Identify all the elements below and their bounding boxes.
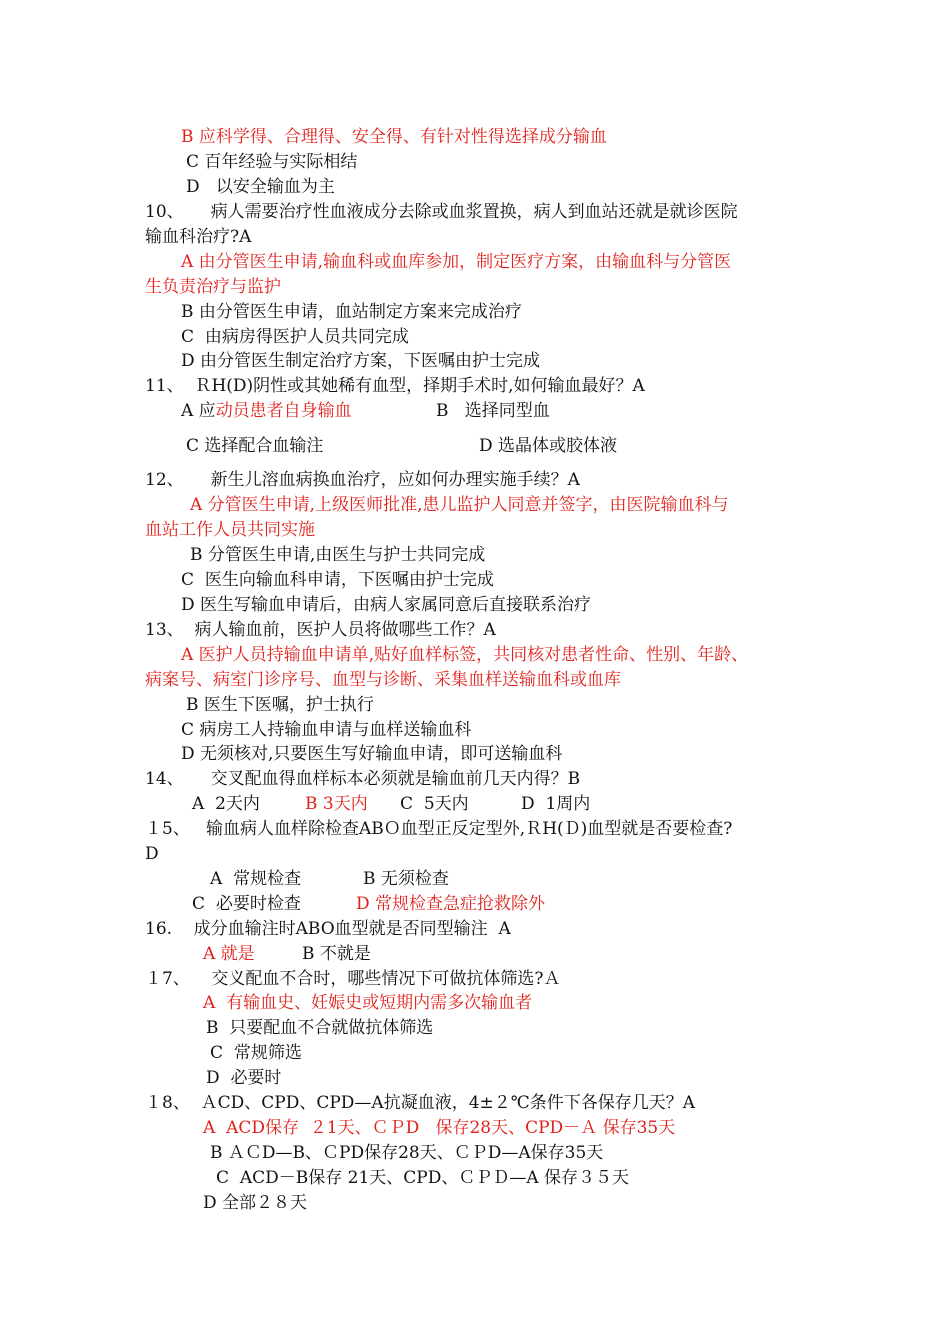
q13-option-b: B 医生下医嘱，护士执行 bbox=[186, 695, 374, 715]
q9-option-c: C 百年经验与实际相结 bbox=[186, 152, 358, 172]
q12-stem: 12、 新生儿溶血病换血治疗，应如何办理实施手续？A bbox=[145, 470, 580, 490]
q13-option-a-line2: 病案号、病室门诊序号、血型与诊断、采集血样送输血科或血库 bbox=[145, 670, 621, 690]
q12-option-d: D 医生写输血申请后，由病人家属同意后直接联系治疗 bbox=[181, 595, 592, 615]
q16-stem: 16. 成分血输注时ABO血型就是否同型输注 A bbox=[145, 919, 511, 939]
q13-option-c: C 病房工人持输血申请与血样送输血科 bbox=[181, 720, 472, 740]
q18-option-b: B ＡＣD—B、ＣPD保存28天、ＣＰD—A保存35天 bbox=[210, 1143, 604, 1163]
q15-option-b: B 无须检查 bbox=[363, 869, 449, 889]
q18-stem: １8、 ＡCD、CPD、CPD—A抗凝血液，4±２℃条件下各保存几天？A bbox=[145, 1093, 696, 1113]
q10-option-d: D 由分管医生制定治疗方案，下医嘱由护士完成 bbox=[181, 351, 541, 371]
q18-option-d: D 全部２８天 bbox=[203, 1193, 308, 1213]
q15-option-c: C 必要时检查 bbox=[192, 894, 301, 914]
q9-option-b: B 应科学得、合理得、安全得、有针对性得选择成分输血 bbox=[181, 127, 607, 147]
q14-option-b: B 3天内 bbox=[305, 794, 368, 814]
q11-stem: 11、 ＲH(D)阴性或其她稀有血型，择期手术时,如何输血最好？A bbox=[145, 376, 645, 396]
q10-option-a-line1: A 由分管医生申请,输血科或血库参加，制定医疗方案，由输血科与分管医 bbox=[181, 252, 732, 272]
q11-option-a bbox=[181, 400, 352, 422]
q16-option-b: B 不就是 bbox=[302, 944, 371, 964]
q11-option-d: D 选晶体或胶体液 bbox=[479, 436, 618, 456]
q12-option-c: C 医生向输血科申请，下医嘱由护士完成 bbox=[181, 570, 494, 590]
q13-stem: 13、 病人输血前，医护人员将做哪些工作？A bbox=[145, 620, 496, 640]
q16-option-a: A 就是 bbox=[203, 944, 255, 964]
q14-stem: 14、 交叉配血得血样标本必须就是输血前几天内得？B bbox=[145, 769, 581, 789]
q15-stem-line1: １5、 输血病人血样除检查ABＯ血型正反定型外,ＲH(Ｄ)血型就是否要检查? bbox=[145, 819, 733, 839]
q10-option-c: C 由病房得医护人员共同完成 bbox=[181, 327, 409, 347]
q15-option-d: D 常规检查急症抢救除外 bbox=[356, 894, 546, 914]
q15-option-a: A 常规检查 bbox=[210, 869, 302, 889]
q18-option-a: A ACD保存 ２1天、ＣＰD 保存28天、CPD－Ａ 保存35天 bbox=[203, 1118, 676, 1138]
q13-option-a-line1: A 医护人员持输血申请单,贴好血样标签，共同核对患者性命、性别、年龄、 bbox=[181, 645, 749, 665]
q12-option-a-line2: 血站工作人员共同实施 bbox=[145, 520, 315, 540]
q10-stem-line1: 10、 病人需要治疗性血液成分去除或血浆置换，病人到血站还就是就诊医院 bbox=[145, 202, 738, 222]
q17-option-c: C 常规筛选 bbox=[210, 1043, 302, 1063]
q12-option-a-line1: A 分管医生申请,上级医师批准,患儿监护人同意并签字，由医院输血科与 bbox=[190, 495, 729, 515]
q17-stem: １7、 交义配血不合时，哪些情况下可做抗体筛选?Ａ bbox=[145, 969, 561, 989]
q15-stem-line2: D bbox=[145, 844, 159, 864]
q10-option-a-line2: 生负责治疗与监护 bbox=[145, 277, 281, 297]
q10-stem-line2: 输血科治疗?A bbox=[145, 227, 252, 247]
q11-option-a-answer: 动员患者自身输血 bbox=[215, 401, 352, 421]
q18-option-c: C ACD－B保存 21天、CPD、ＣＰＤ—A 保存３５天 bbox=[216, 1168, 630, 1188]
q10-option-b: B 由分管医生申请，血站制定方案来完成治疗 bbox=[181, 302, 522, 322]
q14-option-d: D 1周内 bbox=[521, 794, 591, 814]
q11-option-c: C 选择配合血输注 bbox=[186, 436, 324, 456]
q12-option-b: B 分管医生申请,由医生与护士共同完成 bbox=[190, 545, 486, 565]
q11-option-a-prefix: A 应 bbox=[181, 401, 216, 421]
q17-option-d: D 必要时 bbox=[206, 1068, 282, 1088]
q13-option-d: D 无须核对,只要医生写好输血申请，即可送输血科 bbox=[181, 744, 563, 764]
q17-option-b: B 只要配血不合就做抗体筛选 bbox=[206, 1018, 434, 1038]
q17-option-a: A 有输血史、妊娠史或短期内需多次输血者 bbox=[203, 993, 533, 1013]
q11-option-b: B 选择同型血 bbox=[436, 401, 550, 421]
q14-option-a: A 2天内 bbox=[192, 794, 260, 814]
q14-option-c: C 5天内 bbox=[400, 794, 469, 814]
q9-option-d: D 以安全输血为主 bbox=[186, 177, 335, 197]
